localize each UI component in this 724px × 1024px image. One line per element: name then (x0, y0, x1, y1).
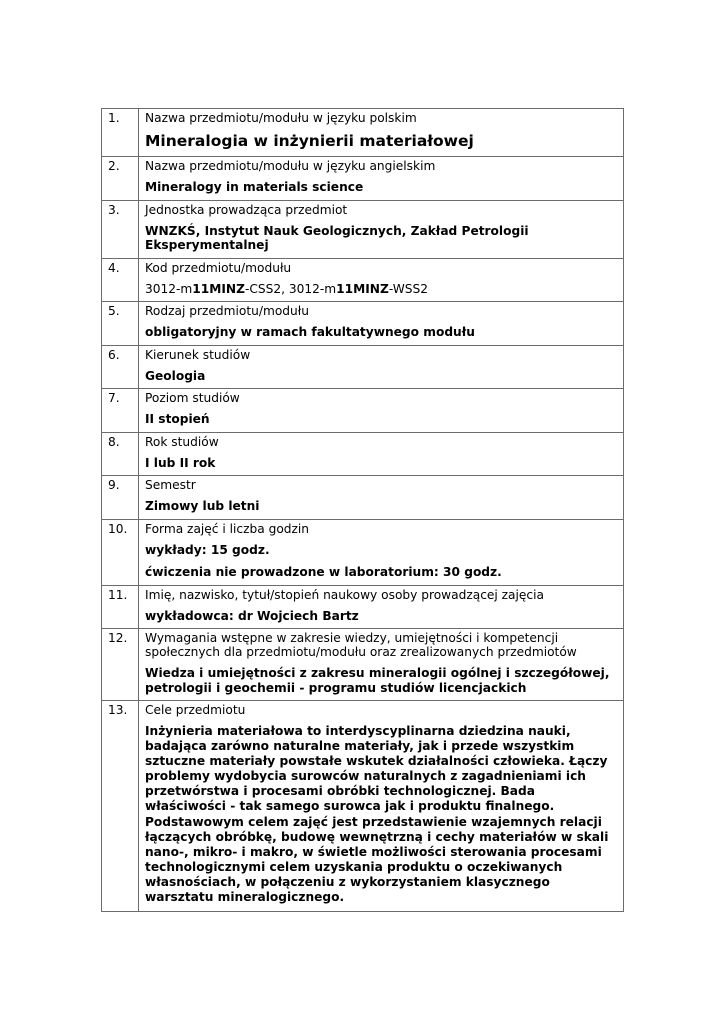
lecture-hours: wykłady: 15 godz. (145, 542, 270, 557)
row-number: 5. (102, 302, 139, 346)
field-label: Kierunek studiów (145, 347, 251, 362)
table-row (102, 258, 624, 302)
row-content (139, 389, 624, 433)
semester: Zimowy lub letni (145, 499, 260, 513)
table-row (102, 302, 624, 346)
row-number: 8. (102, 432, 139, 476)
course-code-part: -CSS2, 3012-m (244, 281, 337, 296)
field-label: Cele przedmiotu (145, 703, 246, 717)
table-row (102, 157, 624, 201)
row-content (139, 519, 624, 585)
field-label: Nazwa przedmiotu/modułu w języku polskim (145, 111, 417, 125)
row-content (139, 701, 624, 912)
course-goals: Inżynieria materiałowa to interdyscyplinarna dziedzina nauki, badająca zarówno naturalne materiały, jak i przede wszystkim sztuczne materiały powstałe wskutek działalności człowieka. Łączy problemy wydobycia surowców naturalnych z zagadnieniami ich przetwórstwa i procesami obróbki technologicznej. Bada właściwości - tak samego surowca jak i produktu finalnego. Podstawowym celem zajęć jest przedstawienie wzajemnych relacji łączących obróbkę, budowę wewnętrzną i cechy materiałów w skali nano-, mikro- i makro, w świetle możliwości sterowania procesami technologicznymi celem uzyskania produktu o oczekiwanych własnościach, w połączeniu z wykorzystaniem klasycznego warsztatu mineralogicznego. (145, 724, 609, 905)
row-content (139, 629, 624, 701)
row-content (139, 585, 624, 629)
table-row (102, 701, 624, 912)
row-content (139, 302, 624, 346)
row-number: 10. (102, 519, 139, 585)
row-number: 3. (102, 200, 139, 258)
course-syllabus-table (101, 108, 624, 912)
field-label: Kod przedmiotu/modułu (145, 260, 292, 275)
field-label: Poziom studiów (145, 391, 240, 405)
field-label: Rodzaj przedmiotu/modułu (145, 304, 309, 318)
course-code-part: 11MINZ (192, 281, 245, 296)
table-row (102, 200, 624, 258)
table-row (102, 476, 624, 520)
row-number: 11. (102, 585, 139, 629)
row-number: 4. (102, 258, 139, 302)
study-level: II stopień (145, 412, 210, 426)
table-row (102, 585, 624, 629)
course-name-english: Mineralogy in materials science (145, 180, 364, 194)
field-label: Wymagania wstępne w zakresie wiedzy, umiejętności i kompetencji społecznych dla przedmiotu/modułu oraz zrealizowanych przedmiotów (145, 631, 577, 659)
table-row (102, 109, 624, 157)
row-number: 1. (102, 109, 139, 157)
course-code-part: 3012-m (145, 281, 193, 296)
exercise-hours: ćwiczenia nie prowadzone w laboratorium: 30 godz. (145, 565, 502, 579)
field-label: Jednostka prowadząca przedmiot (145, 202, 348, 217)
row-number: 12. (102, 629, 139, 701)
table-row (102, 389, 624, 433)
field-label: Forma zajęć i liczba godzin (145, 521, 310, 536)
field-label: Rok studiów (145, 434, 219, 449)
course-type: obligatoryjny w ramach fakultatywnego modułu (145, 325, 475, 339)
table-row (102, 519, 624, 585)
table-row (102, 432, 624, 476)
row-content (139, 476, 624, 520)
course-code (145, 282, 617, 297)
row-number: 13. (102, 701, 139, 912)
table-row (102, 629, 624, 701)
table-row (102, 345, 624, 389)
row-number: 2. (102, 157, 139, 201)
lecturer: wykładowca: dr Wojciech Bartz (145, 608, 359, 623)
row-content (139, 258, 624, 302)
field-of-study: Geologia (145, 368, 206, 383)
row-number: 7. (102, 389, 139, 433)
course-name-polish: Mineralogia w inżynierii materiałowej (145, 132, 474, 150)
row-content (139, 109, 624, 157)
field-label: Imię, nazwisko, tytuł/stopień naukowy osoby prowadzącej zajęcia (145, 587, 544, 602)
row-content (139, 200, 624, 258)
year-of-study: I lub II rok (145, 455, 216, 470)
row-number: 9. (102, 476, 139, 520)
prerequisites: Wiedza i umiejętności z zakresu mineralogii ogólnej i szczegółowej, petrologii i geochemii - programu studiów licencjackich (145, 666, 610, 695)
field-label: Semestr (145, 478, 196, 492)
course-code-part: -WSS2 (388, 281, 428, 296)
course-code-part: 11MINZ (336, 281, 389, 296)
teaching-unit: WNZKŚ, Instytut Nauk Geologicznych, Zakład Petrologii Eksperymentalnej (145, 223, 529, 252)
row-content (139, 345, 624, 389)
row-content (139, 432, 624, 476)
field-label: Nazwa przedmiotu/modułu w języku angielskim (145, 159, 436, 173)
row-content (139, 157, 624, 201)
row-number: 6. (102, 345, 139, 389)
